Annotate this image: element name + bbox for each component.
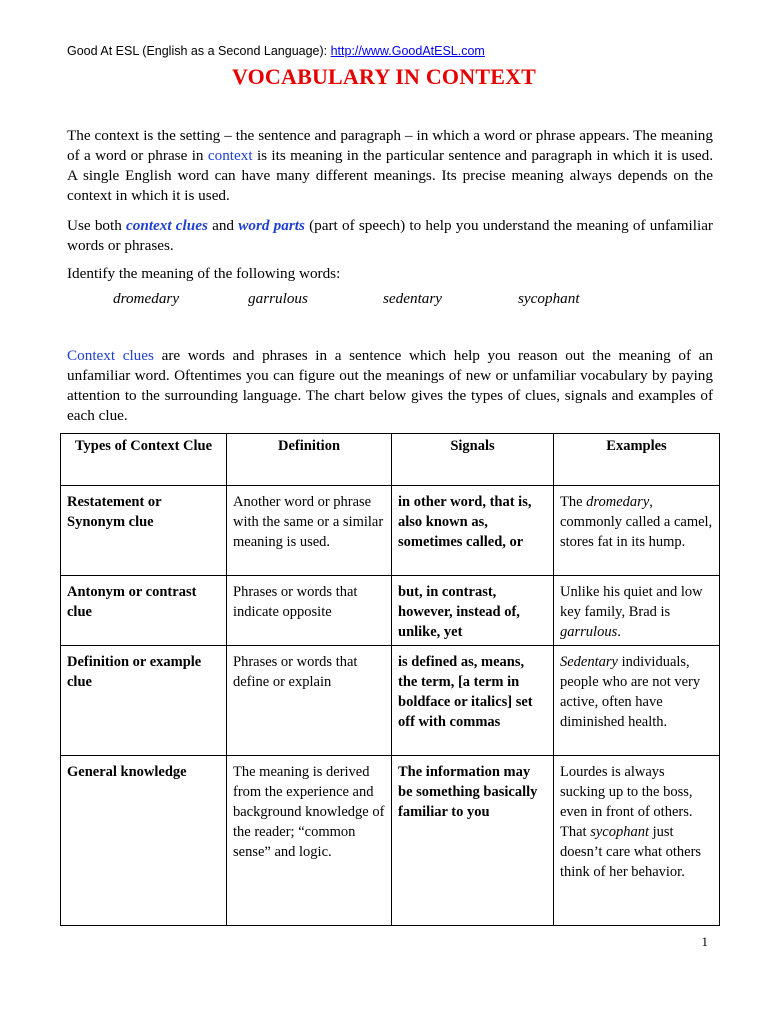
example-text: Unlike his quiet and low key family, Brad is: [560, 584, 703, 620]
intro-text-2: is its meaning in the particular sentence and paragraph in which it is used. A single English word can have many different meanings. Its precise meaning always depends on the context in which it is used.: [67, 147, 713, 204]
example-text: .: [617, 624, 621, 640]
table-row: [61, 756, 720, 926]
context-highlight: context: [207, 147, 253, 164]
header-signals: Signals: [392, 434, 554, 486]
example-text: just doesn’t care what others think of her behavior.: [560, 824, 702, 880]
example-text: The: [560, 494, 587, 510]
context-clues-highlight: context clues: [126, 217, 208, 234]
vocab-word: garrulous: [248, 290, 308, 307]
intro-paragraph: [67, 126, 713, 206]
use-text-3: (part of speech) to help you understand the meaning of unfamiliar words or phrases.: [67, 217, 713, 254]
header-definition: Definition: [227, 434, 392, 486]
clue-signals: in other word, that is, also known as, sometimes called, or: [392, 486, 554, 576]
word-parts-paragraph: [67, 216, 713, 256]
identify-instruction: Identify the meaning of the following words:: [67, 265, 341, 282]
clue-signals: The information may be something basically familiar to you: [392, 756, 554, 926]
table-header-row: [61, 434, 720, 486]
context-clues-paragraph: [67, 346, 713, 426]
table-row: [61, 486, 720, 576]
clue-example: [554, 646, 720, 756]
example-word: Sedentary: [560, 654, 618, 670]
website-link[interactable]: http://www.GoodAtESL.com: [330, 44, 485, 58]
clue-example: [554, 756, 720, 926]
example-text: , commonly called a camel, stores fat in its hump.: [560, 494, 713, 550]
clue-type: Definition or example clue: [61, 646, 227, 756]
example-word: dromedary: [586, 494, 650, 510]
vocab-word: sedentary: [383, 290, 443, 307]
clue-example: [554, 576, 720, 646]
clue-definition: Phrases or words that define or explain: [227, 646, 392, 756]
header-examples: Examples: [554, 434, 720, 486]
page-header: [67, 44, 485, 58]
clue-signals: but, in contrast, however, instead of, unlike, yet: [392, 576, 554, 646]
use-text-2: and: [207, 217, 239, 234]
context-clues-table: [60, 433, 720, 926]
use-text-1: Use both: [67, 217, 127, 234]
clue-signals: is defined as, means, the term, [a term in boldface or italics] set off with commas: [392, 646, 554, 756]
table-row: [61, 576, 720, 646]
clues-text: are words and phrases in a sentence which help you reason out the meaning of an unfamiliar word. Oftentimes you can figure out the meanings of new or unfamiliar vocabulary by paying attention to the surrounding language. The chart below gives the types of clues, signals and examples of each clue.: [67, 347, 713, 424]
header-text: Good At ESL (English as a Second Language):: [67, 44, 331, 58]
context-clues-term: Context clues: [67, 347, 154, 364]
vocab-word: dromedary: [113, 290, 180, 307]
header-types: Types of Context Clue: [61, 434, 227, 486]
example-word: garrulous: [560, 624, 618, 640]
example-text: Lourdes is always sucking up to the boss, even in front of others. That: [560, 764, 693, 840]
example-text: individuals, people who are not very active, often have diminished health.: [560, 654, 701, 730]
clue-definition: The meaning is derived from the experience and background knowledge of the reader; “common sense” and logic.: [227, 756, 392, 926]
page-number: 1: [701, 934, 708, 949]
word-parts-highlight: word parts: [238, 217, 305, 234]
clue-definition: Phrases or words that indicate opposite: [227, 576, 392, 646]
clue-definition: Another word or phrase with the same or a similar meaning is used.: [227, 486, 392, 576]
intro-text-1: The context is the setting – the sentence and paragraph – in which a word or phrase appears. The meaning of a word or phrase in: [67, 127, 713, 164]
clue-type: Restatement or Synonym clue: [61, 486, 227, 576]
clue-type: Antonym or contrast clue: [61, 576, 227, 646]
example-word: sycophant: [590, 824, 649, 840]
clue-type: General knowledge: [61, 756, 227, 926]
clue-example: [554, 486, 720, 576]
table-row: [61, 646, 720, 756]
page-title: VOCABULARY IN CONTEXT: [231, 64, 537, 89]
vocab-word: sycophant: [518, 290, 580, 307]
